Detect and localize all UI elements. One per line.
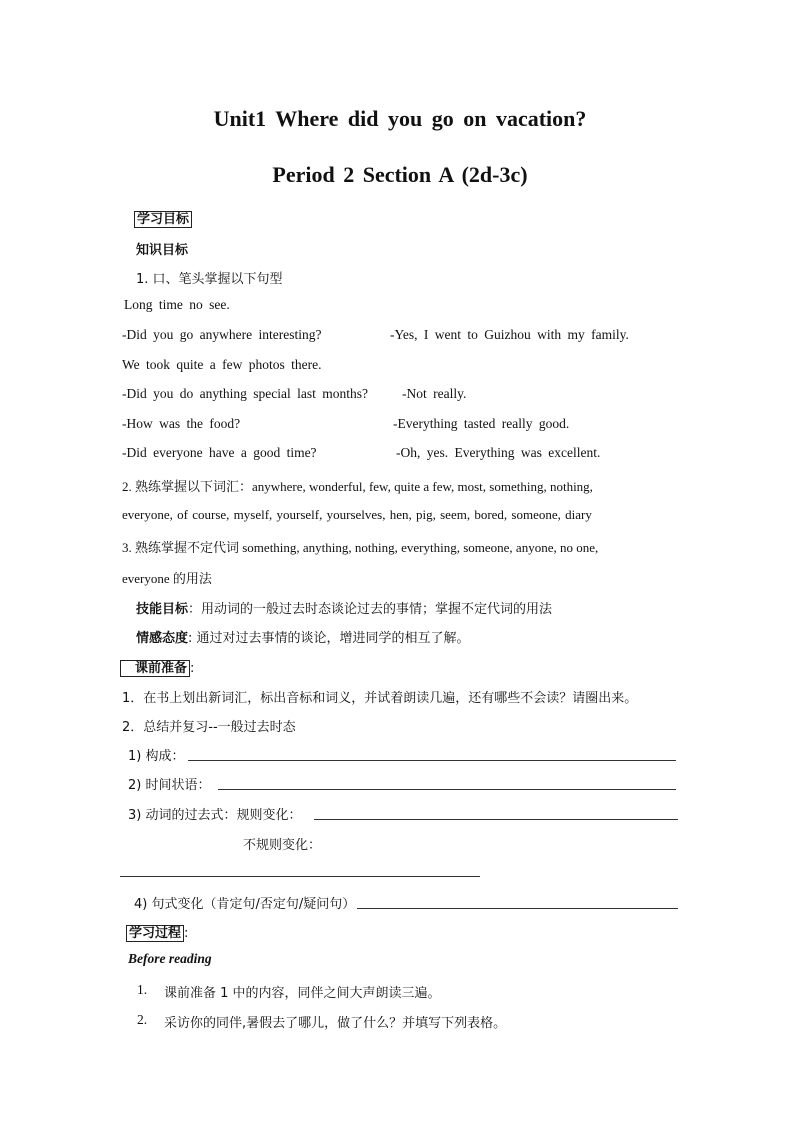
prep-sub4-label: 4) 句式变化（肯定句/否定句/疑问句）: [134, 897, 356, 912]
preparation-heading-label: 课前准备: [120, 660, 190, 677]
prep-item2: 2．总结并复习--一般过去时态: [122, 720, 296, 735]
pronoun-line2: everyone 的用法: [122, 571, 212, 586]
pronoun-line1: 3. 熟练掌握不定代词 something, anything, nothing, everything, someone, anyone, no one,: [122, 540, 599, 555]
prep-sub1-label: 1) 构成：: [128, 749, 185, 764]
step2-number: 2.: [137, 1012, 148, 1027]
prep-item1: 1．在书上划出新词汇，标出音标和词义，并试着朗读几遍，还有哪些不会读？请圈出来。: [122, 691, 638, 706]
objectives-heading-label: 学习目标: [134, 211, 192, 228]
sentence-long-time: Long time no see.: [124, 297, 230, 312]
step1-text: 课前准备 1 中的内容，同伴之间大声朗读三遍。: [164, 986, 441, 1001]
step2-text: 采访你的同伴,暑假去了哪儿，做了什么？并填写下列表格。: [164, 1016, 507, 1031]
emotion-goal: [136, 627, 470, 646]
before-reading-heading: Before reading: [128, 951, 212, 966]
prep-sub2-label: 2) 时间状语：: [128, 778, 211, 793]
period-title: Period 2 Section A (2d-3c): [272, 162, 528, 187]
objectives-heading: [134, 208, 192, 228]
unit-title: Unit1 Where did you go on vacation?: [213, 106, 587, 131]
process-heading-label: 学习过程: [126, 925, 184, 942]
sentence-a2: -Not really.: [402, 386, 467, 401]
item1-label: 1. 口、笔头掌握以下句型: [136, 272, 283, 287]
process-heading: [126, 922, 188, 942]
sentence-q1: -Did you go anywhere interesting?: [122, 327, 322, 342]
prep-sub1-blank[interactable]: [188, 760, 676, 761]
skill-goal-label: 技能目标: [136, 602, 189, 617]
prep-sub4-blank[interactable]: [357, 908, 678, 909]
process-heading-suffix: :: [184, 926, 189, 941]
sentence-q3: -How was the food?: [122, 416, 241, 431]
step1-number: 1.: [137, 982, 148, 997]
prep-sub3b-blank[interactable]: [120, 876, 480, 877]
sentence-a4: -Oh, yes. Everything was excellent.: [396, 445, 601, 460]
vocab-line1: 2. 熟练掌握以下词汇：anywhere, wonderful, few, quite a few, most, something, nothing,: [122, 479, 593, 494]
sentence-a1: -Yes, I went to Guizhou with my family.: [390, 327, 629, 342]
sentence-q4: -Did everyone have a good time?: [122, 445, 317, 460]
sentence-q2: -Did you do anything special last months?: [122, 386, 368, 401]
sentence-a1b: We took quite a few photos there.: [122, 357, 322, 372]
prep-sub3b-label: 不规则变化：: [243, 838, 322, 853]
sentence-a3: -Everything tasted really good.: [393, 416, 570, 431]
emotion-goal-label: 情感态度: [136, 631, 189, 646]
prep-sub3-label: 3) 动词的过去式：规则变化：: [128, 808, 302, 823]
vocab-line2: everyone, of course, myself, yourself, yourselves, hen, pig, seem, bored, someone, diary: [122, 507, 592, 522]
preparation-heading: [120, 657, 194, 677]
prep-sub2-blank[interactable]: [218, 789, 676, 790]
skill-goal-text: ：用动词的一般过去时态谈论过去的事情；掌握不定代词的用法: [188, 602, 553, 617]
emotion-goal-text: : 通过对过去事情的谈论，增进同学的相互了解。: [188, 631, 470, 646]
knowledge-heading: 知识目标: [136, 243, 189, 258]
skill-goal: [136, 598, 552, 617]
preparation-heading-suffix: :: [190, 661, 195, 676]
prep-sub3-blank[interactable]: [314, 819, 678, 820]
